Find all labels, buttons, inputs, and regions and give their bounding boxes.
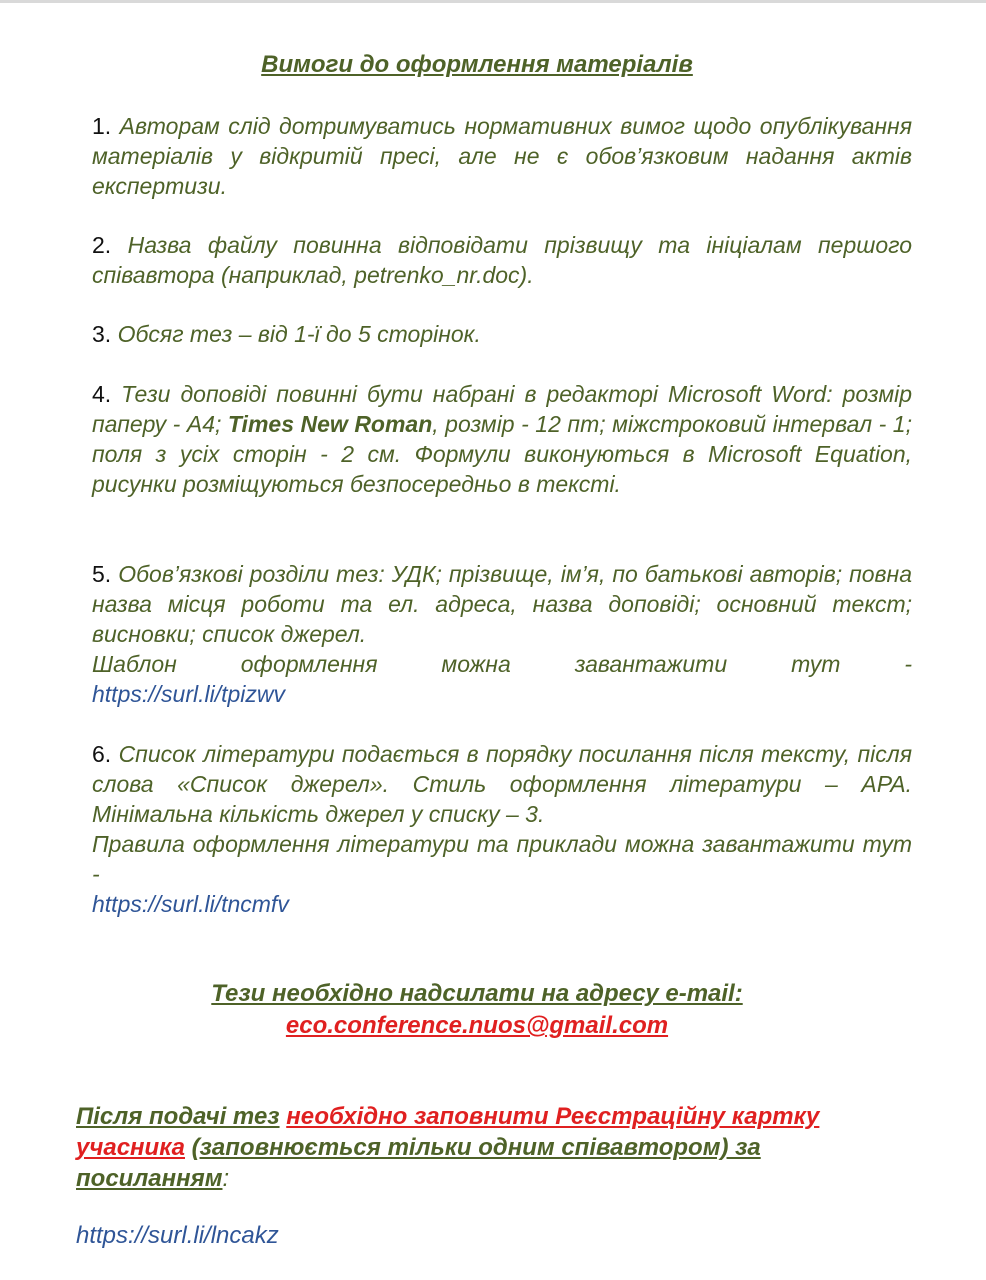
registration-part-1: Після подачі тез bbox=[76, 1103, 280, 1130]
requirement-item-4 bbox=[92, 379, 912, 499]
references-rules-text: Правила оформлення літератури та приклади можна завантажити тут - bbox=[92, 831, 912, 887]
requirement-item-3 bbox=[92, 319, 912, 349]
template-link[interactable]: https://surl.li/tpizwv bbox=[92, 681, 285, 707]
font-name: Times New Roman bbox=[227, 411, 433, 437]
item-number: 1. bbox=[92, 113, 112, 139]
requirement-item-1 bbox=[92, 111, 912, 201]
item-text: Список літератури подається в порядку посилання після тексту, після слова «Список джерел». Стиль оформлення літератури – АРА. Мінімальна кількість джерел у списку – 3. bbox=[92, 741, 912, 827]
item-number: 6. bbox=[92, 741, 112, 767]
registration-card-link-text: необхідно заповнити Реєстраційну картку учасника bbox=[76, 1103, 820, 1161]
submission-email[interactable]: eco.conference.nuos@gmail.com bbox=[285, 1012, 669, 1039]
registration-part-3: (заповнюється тільки одним співавтором) за посиланням bbox=[76, 1134, 761, 1192]
submission-heading: Тези необхідно надсилати на адресу e-mail: bbox=[211, 980, 743, 1007]
requirement-item-5 bbox=[92, 559, 912, 709]
item-text: Авторам слід дотримуватись нормативних вимог щодо опублікування матеріалів у відкритій пресі, але не є обов’язковим надання актів експертизи. bbox=[92, 113, 912, 199]
item-text: Обсяг тез – від 1-ї до 5 сторінок. bbox=[117, 321, 481, 347]
references-link[interactable]: https://surl.li/tncmfv bbox=[92, 891, 289, 917]
item-text: Тези доповіді повинні бути набрані в редакторі Microsoft Word: розмір паперу - А4; bbox=[92, 381, 912, 437]
submission-block bbox=[0, 978, 954, 1042]
item-text: Назва файлу повинна відповідати прізвищу та ініціалам першого співавтора (наприклад, petrenko_nr.doc). bbox=[92, 232, 912, 288]
item-number: 2. bbox=[92, 232, 112, 258]
item-number: 3. bbox=[92, 321, 112, 347]
item-number: 5. bbox=[92, 561, 112, 587]
registration-link[interactable]: https://surl.li/lncakz bbox=[76, 1222, 279, 1249]
requirement-item-6 bbox=[92, 739, 912, 919]
page-title: Вимоги до оформлення матеріалів bbox=[261, 51, 693, 78]
registration-block bbox=[76, 1101, 906, 1194]
template-download-text: Шаблон оформлення можна завантажити тут - bbox=[92, 651, 912, 677]
registration-colon: : bbox=[222, 1165, 230, 1192]
item-text: Обов’язкові розділи тез: УДК; прізвище, ім’я, по батькові авторів; повна назва місця роботи та ел. адреса, назва доповіді; основний текст; висновки; список джерел. bbox=[92, 561, 913, 647]
item-number: 4. bbox=[92, 381, 112, 407]
item-text-continued: , розмір - 12 пт; міжстроковий інтервал - 1; поля з усіх сторін - 2 см. Формули виконуються в Microsoft Equation, рисунки розміщуються безпосередньо в тексті. bbox=[92, 411, 912, 497]
requirement-item-2 bbox=[92, 230, 912, 290]
